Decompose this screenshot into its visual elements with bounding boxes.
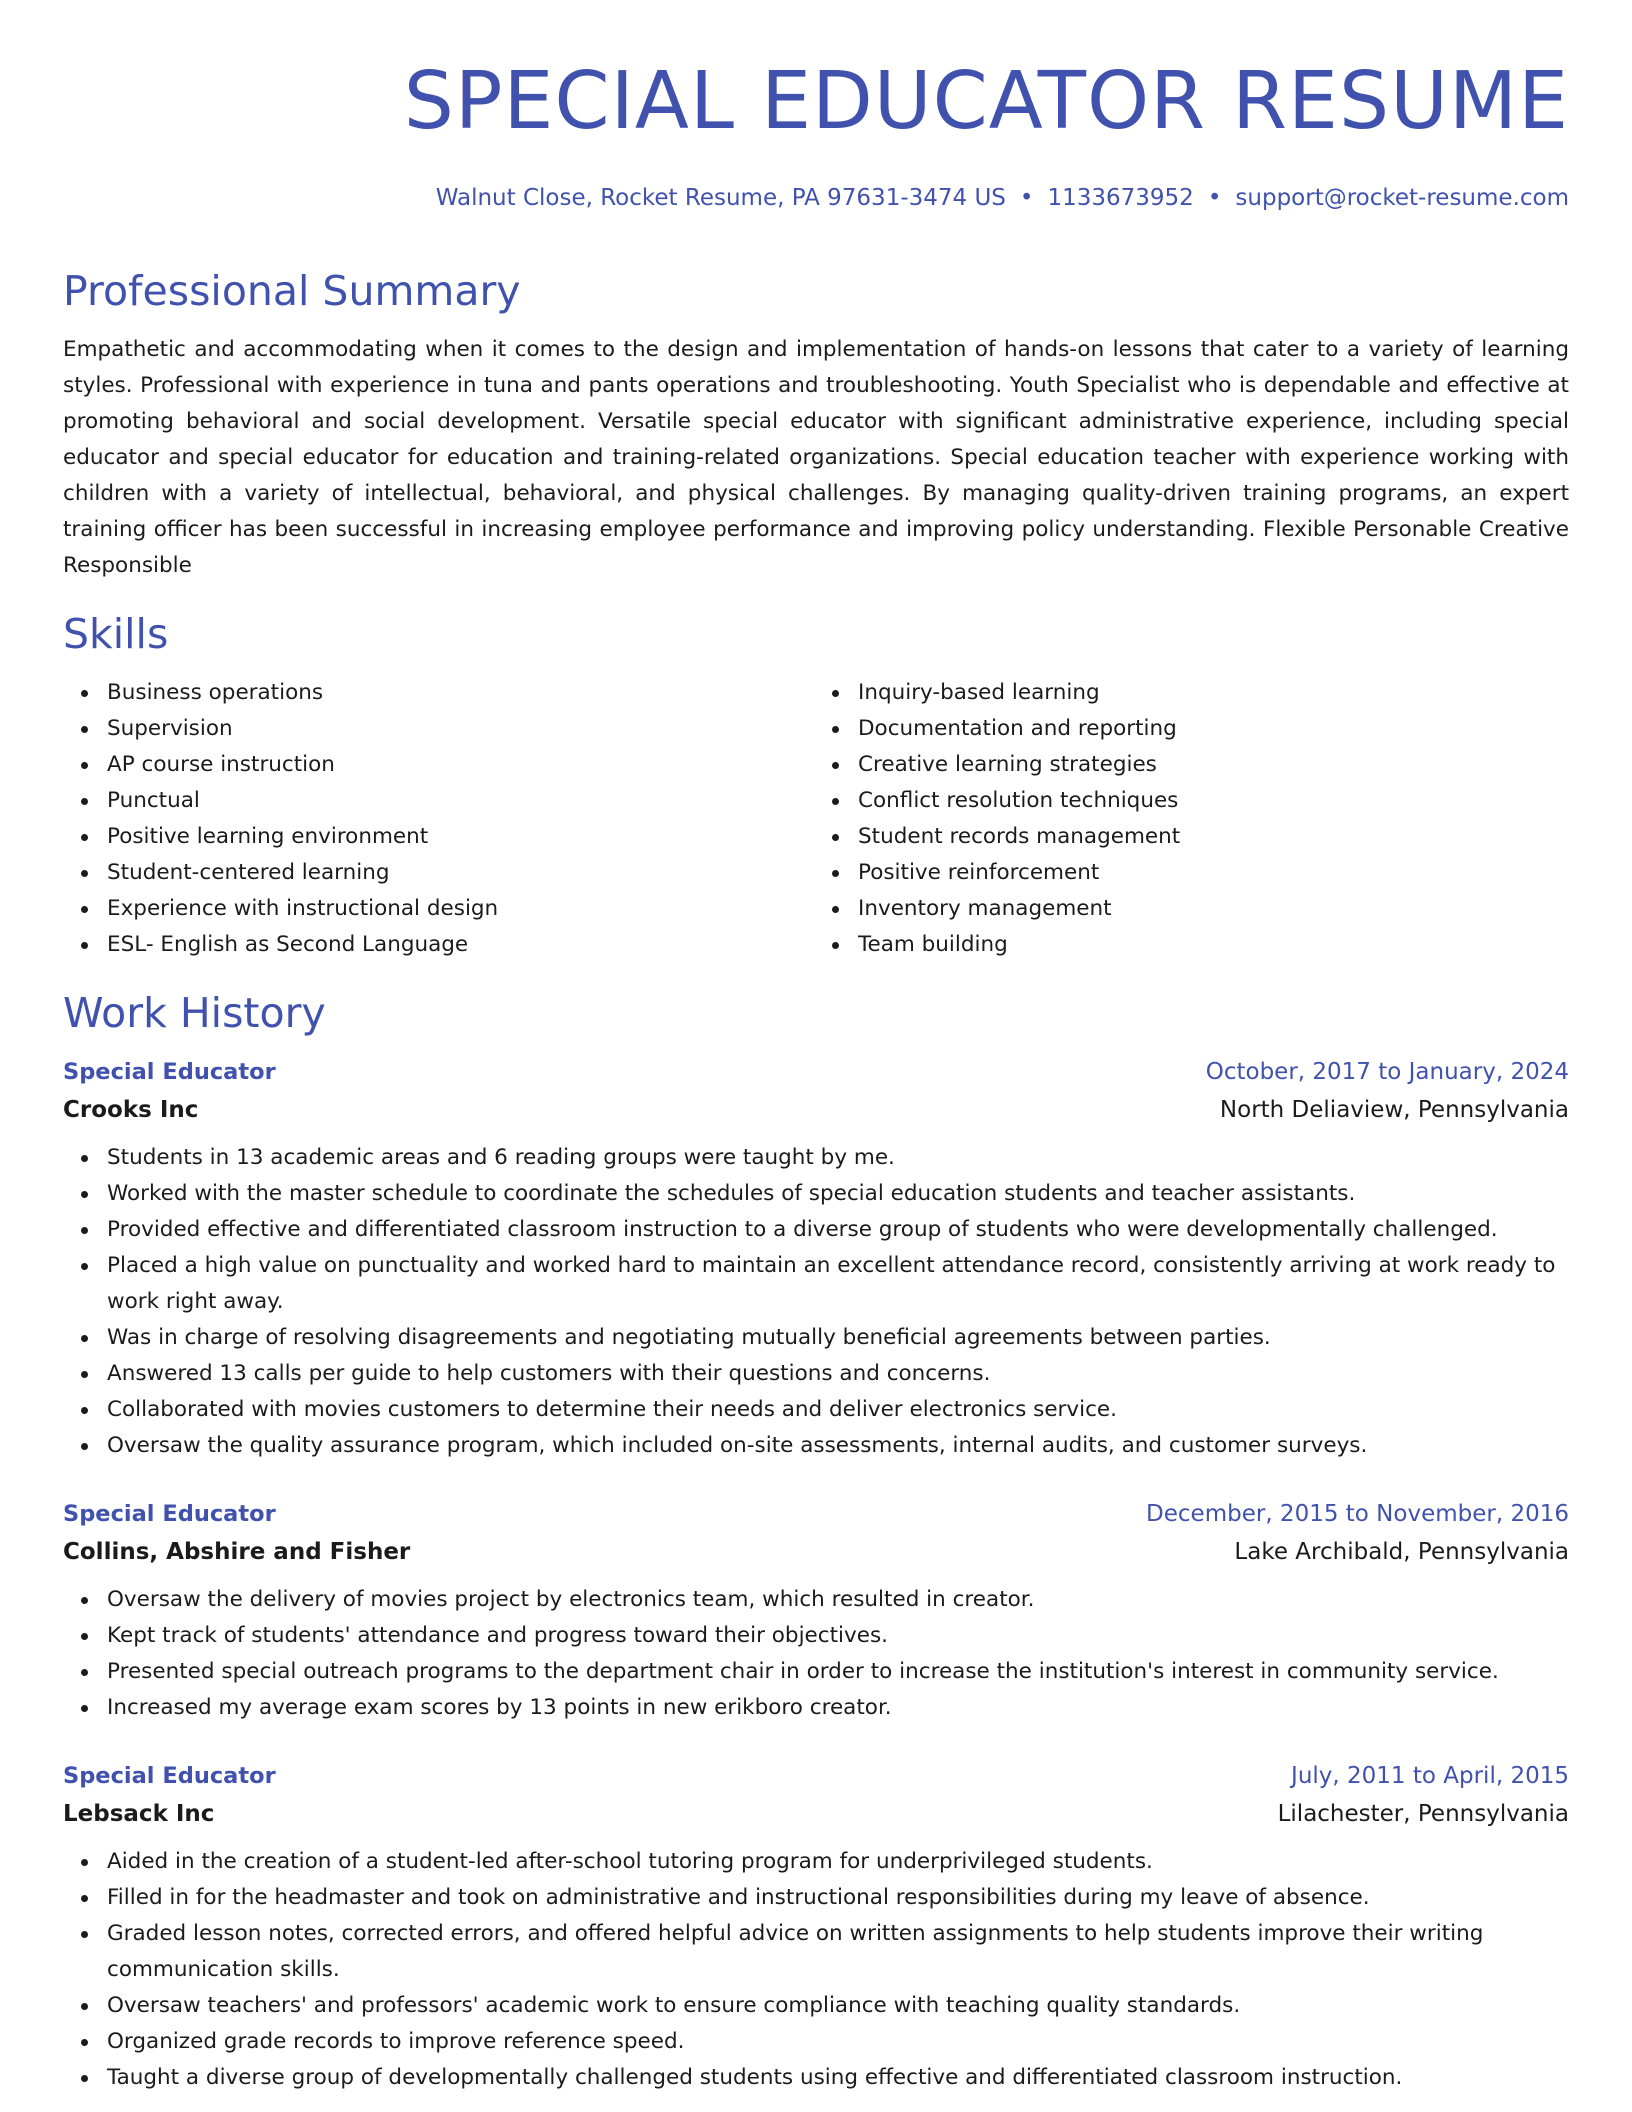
- duty-item: Aided in the creation of a student-led after-school tutoring program for underprivileged students.: [107, 1844, 1569, 1880]
- duty-item: Placed a high value on punctuality and worked hard to maintain an excellent attendance record, consistently arriving at work ready to work right away.: [107, 1248, 1569, 1320]
- job-entry: [63, 1758, 1569, 2096]
- skill-item: Positive reinforcement: [858, 855, 1569, 891]
- job-title: Special Educator: [63, 1059, 276, 1085]
- skills-list-left: [63, 675, 816, 963]
- duty-item: Oversaw teachers' and professors' academic work to ensure compliance with teaching quality standards.: [107, 1988, 1569, 2024]
- skill-item: Creative learning strategies: [858, 747, 1569, 783]
- duty-item: Was in charge of resolving disagreements and negotiating mutually beneficial agreements between parties.: [107, 1320, 1569, 1356]
- contact-separator: •: [1019, 185, 1034, 211]
- resume-title: SPECIAL EDUCATOR RESUME: [403, 55, 1569, 147]
- skill-item: Inquiry-based learning: [858, 675, 1569, 711]
- summary-text: Empathetic and accommodating when it comes to the design and implementation of hands-on lessons that cater to a variety of learning styles. Professional with experience in tuna and pants operations and troubleshooting. Youth Specialist who is dependable and effective at promoting behavioral and social development. Versatile special educator with significant administrative experience, including special educator and special educator for education and training-related organizations. Special education teacher with experience working with children with a variety of intellectual, behavioral, and physical challenges. By managing quality-driven training programs, an expert training officer has been successful in increasing employee performance and improving policy understanding. Flexible Personable Creative Responsible: [63, 337, 1569, 578]
- job-location: North Deliaview, Pennsylvania: [1219, 1097, 1569, 1123]
- job-dates: December, 2015 to November, 2016: [1146, 1501, 1569, 1527]
- duty-item: Oversaw the delivery of movies project by electronics team, which resulted in creator.: [107, 1582, 1569, 1618]
- contact-line: [63, 187, 1569, 210]
- summary-heading: Professional Summary: [63, 267, 521, 315]
- skill-item: Experience with instructional design: [107, 891, 816, 927]
- skill-item: Student-centered learning: [107, 855, 816, 891]
- contact-separator: •: [1207, 185, 1222, 211]
- contact-email[interactable]: support@rocket-resume.com: [1235, 185, 1569, 211]
- skill-item: Team building: [858, 927, 1569, 963]
- duty-item: Oversaw the quality assurance program, which included on-site assessments, internal audits, and customer surveys.: [107, 1428, 1569, 1464]
- skill-item: AP course instruction: [107, 747, 816, 783]
- skills-heading: Skills: [63, 610, 169, 658]
- job-entry: [63, 1054, 1569, 1464]
- job-title: Special Educator: [63, 1763, 276, 1789]
- skill-item: Business operations: [107, 675, 816, 711]
- job-dates: July, 2011 to April, 2015: [1291, 1763, 1569, 1789]
- duty-item: Graded lesson notes, corrected errors, and offered helpful advice on written assignments to help students improve their writing communication skills.: [107, 1916, 1569, 1988]
- skill-item: Positive learning environment: [107, 819, 816, 855]
- duty-item: Organized grade records to improve reference speed.: [107, 2024, 1569, 2060]
- skills-list-right: [816, 675, 1569, 963]
- job-location: Lake Archibald, Pennsylvania: [1234, 1539, 1569, 1565]
- duty-item: Collaborated with movies customers to determine their needs and deliver electronics service.: [107, 1392, 1569, 1428]
- skill-item: Punctual: [107, 783, 816, 819]
- skill-item: Documentation and reporting: [858, 711, 1569, 747]
- job-company: Collins, Abshire and Fisher: [63, 1539, 411, 1565]
- job-dates: October, 2017 to January, 2024: [1205, 1059, 1569, 1085]
- duty-item: Increased my average exam scores by 13 points in new erikboro creator.: [107, 1690, 1569, 1726]
- duty-item: Filled in for the headmaster and took on administrative and instructional responsibilities during my leave of absence.: [107, 1880, 1569, 1916]
- duty-item: Worked with the master schedule to coordinate the schedules of special education students and teacher assistants.: [107, 1176, 1569, 1212]
- duty-item: Provided effective and differentiated classroom instruction to a diverse group of students who were developmentally challenged.: [107, 1212, 1569, 1248]
- duty-item: Students in 13 academic areas and 6 reading groups were taught by me.: [107, 1140, 1569, 1176]
- job-title: Special Educator: [63, 1501, 276, 1527]
- contact-phone: 1133673952: [1047, 185, 1194, 211]
- duty-item: Answered 13 calls per guide to help customers with their questions and concerns.: [107, 1356, 1569, 1392]
- skill-item: Conflict resolution techniques: [858, 783, 1569, 819]
- skill-item: Supervision: [107, 711, 816, 747]
- work-history-heading: Work History: [63, 989, 326, 1037]
- skills-grid: [63, 675, 1569, 963]
- skill-item: Inventory management: [858, 891, 1569, 927]
- duty-item: Presented special outreach programs to the department chair in order to increase the institution's interest in community service.: [107, 1654, 1569, 1690]
- duty-item: Kept track of students' attendance and progress toward their objectives.: [107, 1618, 1569, 1654]
- skill-item: ESL- English as Second Language: [107, 927, 816, 963]
- job-duties: [63, 1140, 1569, 1464]
- job-duties: [63, 1582, 1569, 1726]
- contact-address: Walnut Close, Rocket Resume, PA 97631-3474 US: [435, 185, 1006, 211]
- duty-item: Taught a diverse group of developmentally challenged students using effective and differentiated classroom instruction.: [107, 2060, 1569, 2096]
- job-entry: [63, 1496, 1569, 1726]
- skill-item: Student records management: [858, 819, 1569, 855]
- job-location: Lilachester, Pennsylvania: [1277, 1801, 1569, 1827]
- job-company: Lebsack Inc: [63, 1801, 215, 1827]
- job-company: Crooks Inc: [63, 1097, 199, 1123]
- job-duties: [63, 1844, 1569, 2096]
